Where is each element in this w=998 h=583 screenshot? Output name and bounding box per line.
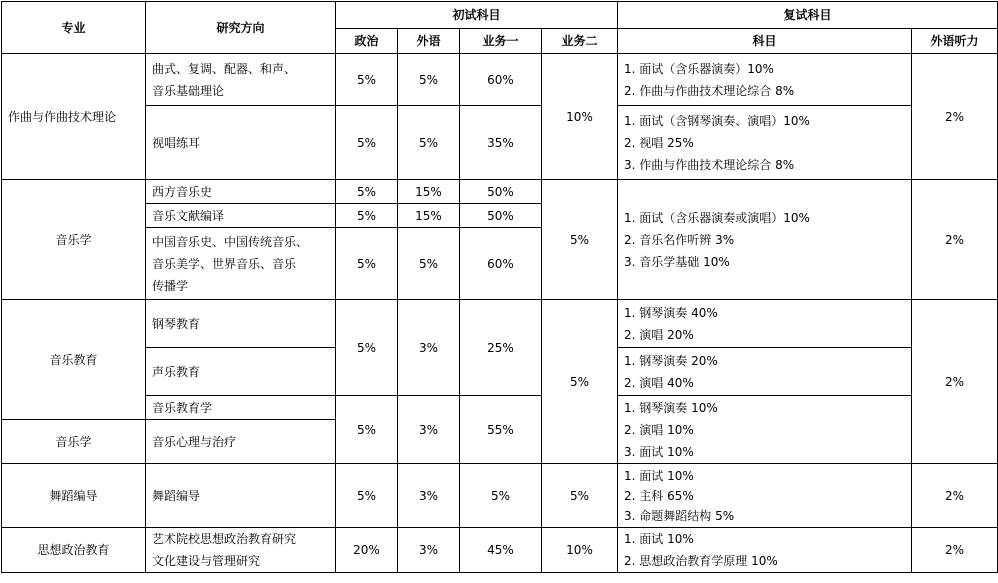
major-cell: 思想政治教育: [2, 528, 146, 573]
retest-cell: 1. 面试（含乐器演奏或演唱）10% 2. 音乐名作听辨 3% 3. 音乐学基础 10%: [618, 180, 912, 300]
major-cell: 音乐教育: [2, 300, 146, 420]
foreign-cell: 3%: [398, 396, 460, 464]
header-business1: 业务一: [460, 29, 542, 54]
foreign-cell: 15%: [398, 204, 460, 228]
direction-cell: 声乐教育: [146, 348, 336, 396]
header-initial-group: 初试科目: [336, 2, 618, 29]
business2-cell: 10%: [542, 54, 618, 180]
direction-cell: 音乐教育学: [146, 396, 336, 420]
direction-cell: 西方音乐史: [146, 180, 336, 204]
business2-cell: 10%: [542, 528, 618, 573]
business2-cell: 5%: [542, 180, 618, 300]
major-cell: 作曲与作曲技术理论: [2, 54, 146, 180]
header-foreign: 外语: [398, 29, 460, 54]
table-row: [2, 464, 998, 528]
foreign-cell: 5%: [398, 106, 460, 180]
header-retest-group: 复试科目: [618, 2, 998, 29]
exam-subjects-table: [1, 1, 998, 573]
foreign-cell: 5%: [398, 54, 460, 106]
header-business2: 业务二: [542, 29, 618, 54]
politics-cell: 5%: [336, 180, 398, 204]
retest-cell: 1. 面试 10% 2. 思想政治教育学原理 10%: [618, 528, 912, 573]
politics-cell: 5%: [336, 300, 398, 396]
politics-cell: 5%: [336, 464, 398, 528]
direction-cell: 音乐文献编译: [146, 204, 336, 228]
table-row: [2, 106, 998, 180]
listening-cell: 2%: [912, 180, 998, 300]
direction-cell: 中国音乐史、中国传统音乐、 音乐美学、世界音乐、音乐 传播学: [146, 228, 336, 300]
business2-cell: 5%: [542, 464, 618, 528]
business1-cell: 60%: [460, 228, 542, 300]
business1-cell: 25%: [460, 300, 542, 396]
retest-cell: 1. 钢琴演奏 20% 2. 演唱 40%: [618, 348, 912, 396]
direction-cell: 曲式、复调、配器、和声、 音乐基础理论: [146, 54, 336, 106]
retest-cell: 1. 钢琴演奏 10% 2. 演唱 10% 3. 面试 10%: [618, 396, 912, 464]
header-major: 专业: [2, 2, 146, 54]
header-row-1: [2, 2, 998, 29]
retest-cell: 1. 面试 10% 2. 主科 65% 3. 命题舞蹈结构 5%: [618, 464, 912, 528]
major-cell: 音乐学: [2, 420, 146, 464]
listening-cell: 2%: [912, 54, 998, 180]
politics-cell: 5%: [336, 106, 398, 180]
table-row: [2, 300, 998, 348]
table-row: [2, 528, 998, 573]
table-row: [2, 54, 998, 106]
direction-cell: 钢琴教育: [146, 300, 336, 348]
table-row: [2, 180, 998, 204]
direction-cell: 音乐心理与治疗: [146, 420, 336, 464]
direction-cell: 艺术院校思想政治教育研究 文化建设与管理研究: [146, 528, 336, 573]
table-row: [2, 396, 998, 420]
business1-cell: 55%: [460, 396, 542, 464]
foreign-cell: 15%: [398, 180, 460, 204]
listening-cell: 2%: [912, 464, 998, 528]
politics-cell: 20%: [336, 528, 398, 573]
business1-cell: 35%: [460, 106, 542, 180]
header-direction: 研究方向: [146, 2, 336, 54]
major-cell: 音乐学: [2, 180, 146, 300]
foreign-cell: 3%: [398, 464, 460, 528]
politics-cell: 5%: [336, 228, 398, 300]
header-listening: 外语听力: [912, 29, 998, 54]
listening-cell: 2%: [912, 528, 998, 573]
business1-cell: 45%: [460, 528, 542, 573]
foreign-cell: 3%: [398, 528, 460, 573]
direction-cell: 舞蹈编导: [146, 464, 336, 528]
business1-cell: 5%: [460, 464, 542, 528]
listening-cell: 2%: [912, 300, 998, 464]
header-retest-subjects: 科目: [618, 29, 912, 54]
foreign-cell: 3%: [398, 300, 460, 396]
politics-cell: 5%: [336, 204, 398, 228]
business2-cell: 5%: [542, 300, 618, 464]
retest-cell: 1. 钢琴演奏 40% 2. 演唱 20%: [618, 300, 912, 348]
direction-cell: 视唱练耳: [146, 106, 336, 180]
business1-cell: 50%: [460, 180, 542, 204]
business1-cell: 50%: [460, 204, 542, 228]
politics-cell: 5%: [336, 396, 398, 464]
major-cell: 舞蹈编导: [2, 464, 146, 528]
retest-cell: 1. 面试（含钢琴演奏、演唱）10% 2. 视唱 25% 3. 作曲与作曲技术理论综合 8%: [618, 106, 912, 180]
politics-cell: 5%: [336, 54, 398, 106]
retest-cell: 1. 面试（含乐器演奏）10% 2. 作曲与作曲技术理论综合 8%: [618, 54, 912, 106]
header-politics: 政治: [336, 29, 398, 54]
foreign-cell: 5%: [398, 228, 460, 300]
business1-cell: 60%: [460, 54, 542, 106]
